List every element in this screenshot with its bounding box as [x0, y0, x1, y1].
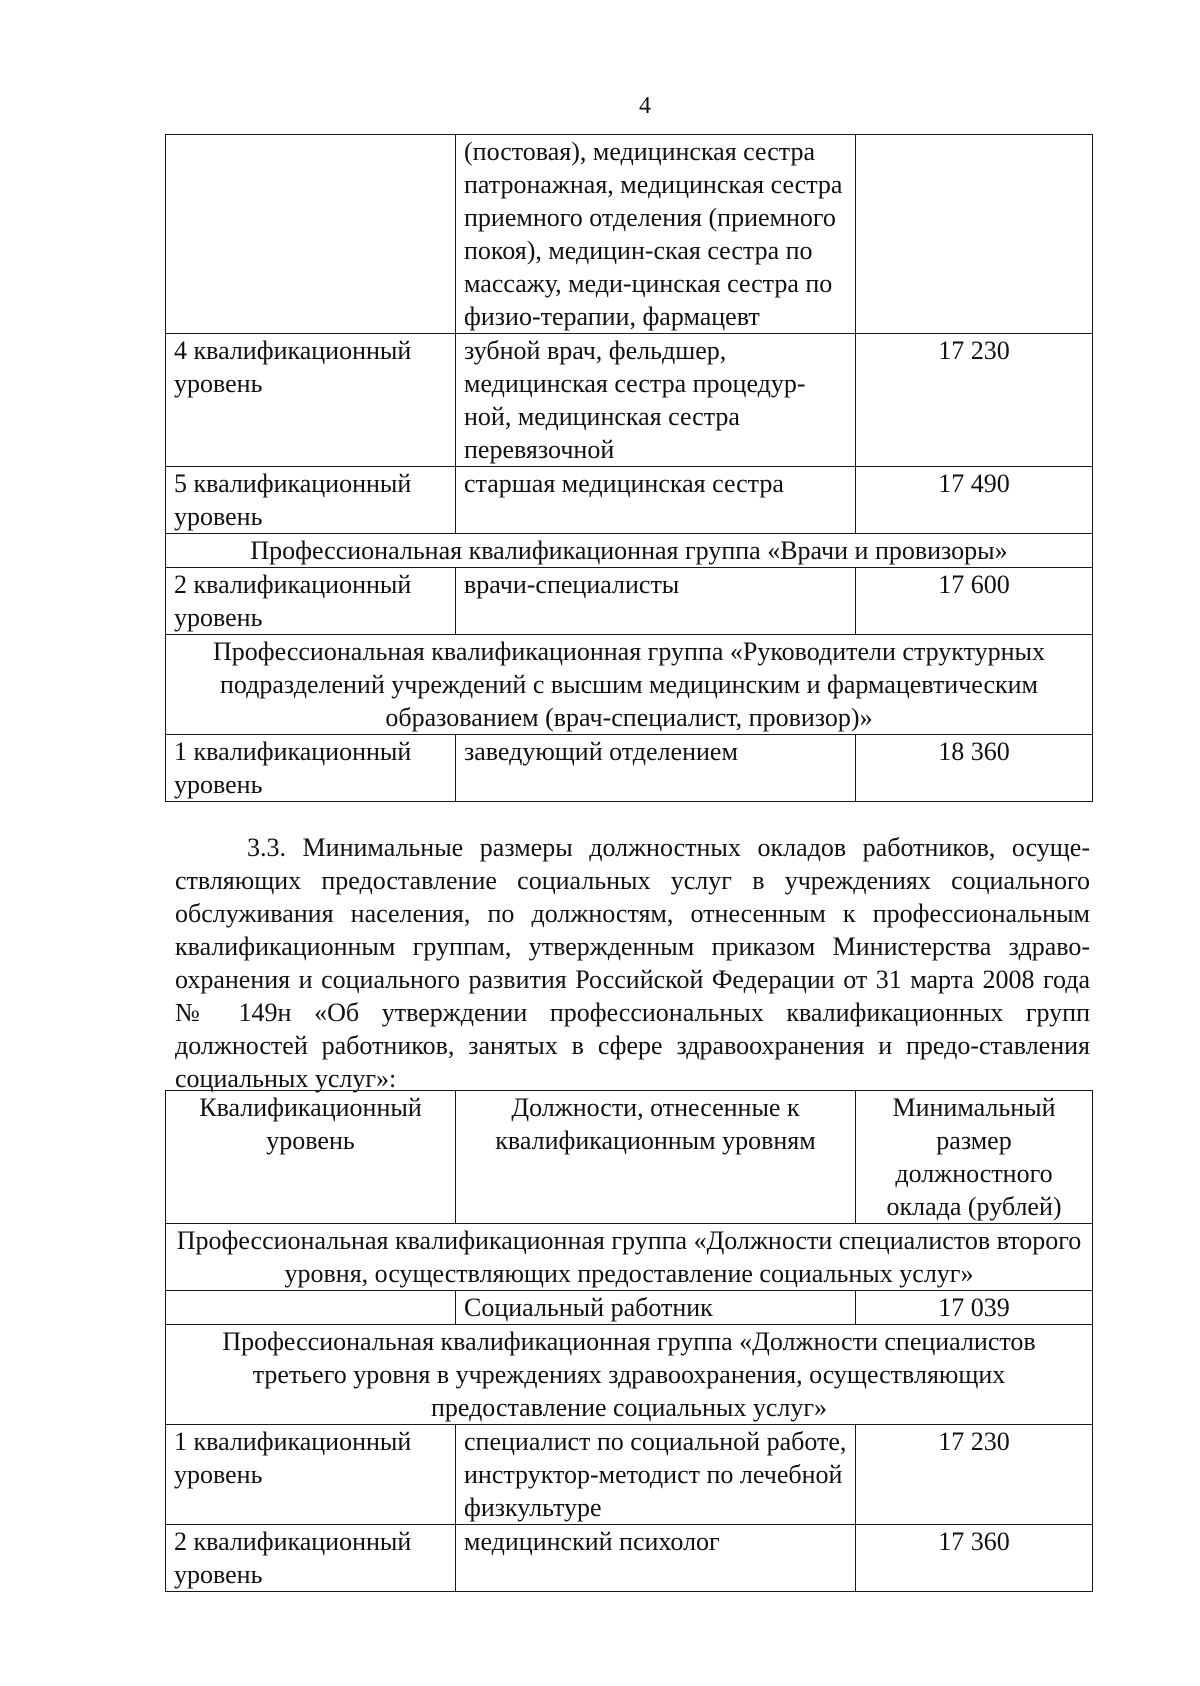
positions-cell: зубной врач, фельдшер, медицинская сестра процедур-ной, медицинская сестра перевязочной — [456, 334, 856, 467]
table-row — [166, 467, 1093, 534]
salary-table-medical — [165, 134, 1093, 802]
level-cell: 1 квалификационный уровень — [166, 1425, 456, 1525]
group-header-row — [166, 635, 1093, 735]
level-cell: 1 квалификационный уровень — [166, 735, 456, 802]
salary-header: Минимальный размер должностного оклада (рублей) — [856, 1091, 1093, 1224]
group-header-row — [166, 534, 1093, 568]
positions-header: Должности, отнесенные к квалификационным уровням — [456, 1091, 856, 1224]
group-title: Профессиональная квалификационная группа «Должности специалистов второго уровня, осуществляющих предоставление социальных услуг» — [166, 1224, 1093, 1291]
table-row — [166, 135, 1093, 334]
group-title: Профессиональная квалификационная группа «Врачи и провизоры» — [166, 534, 1093, 568]
salary-cell: 17 360 — [856, 1525, 1093, 1592]
salary-cell — [856, 135, 1093, 334]
level-cell — [166, 135, 456, 334]
salary-cell: 17 230 — [856, 1425, 1093, 1525]
salary-cell: 18 360 — [856, 735, 1093, 802]
table-row — [166, 1525, 1093, 1592]
salary-cell: 17 490 — [856, 467, 1093, 534]
table-row — [166, 334, 1093, 467]
positions-cell: Социальный работник — [456, 1291, 856, 1325]
salary-cell: 17 230 — [856, 334, 1093, 467]
positions-cell: специалист по социальной работе, инструктор-методист по лечебной физкультуре — [456, 1425, 856, 1525]
level-cell — [166, 1291, 456, 1325]
group-title: Профессиональная квалификационная группа «Должности специалистов третьего уровня в учреждениях здравоохранения, осуществляющих предоставление социальных услуг» — [166, 1325, 1093, 1425]
level-cell: 2 квалификационный уровень — [166, 568, 456, 635]
table-row — [166, 735, 1093, 802]
level-cell: 4 квалификационный уровень — [166, 334, 456, 467]
positions-cell: старшая медицинская сестра — [456, 467, 856, 534]
positions-cell: врачи-специалисты — [456, 568, 856, 635]
positions-cell: медицинский психолог — [456, 1525, 856, 1592]
positions-cell: (постовая), медицинская сестра патронажная, медицинская сестра приемного отделения (приемного покоя), медицин-ская сестра по массажу, меди-цинская сестра по физио-терапии, фармацевт — [456, 135, 856, 334]
salary-cell: 17 039 — [856, 1291, 1093, 1325]
table-row — [166, 1291, 1093, 1325]
level-header: Квалификационный уровень — [166, 1091, 456, 1224]
level-cell: 2 квалификационный уровень — [166, 1525, 456, 1592]
table-row — [166, 568, 1093, 635]
page-number: 4 — [639, 93, 651, 119]
level-cell: 5 квалификационный уровень — [166, 467, 456, 534]
salary-cell: 17 600 — [856, 568, 1093, 635]
group-header-row — [166, 1325, 1093, 1425]
group-title: Профессиональная квалификационная группа «Руководители структурных подразделений учреждений с высшим медицинским и фармацевтическим образованием (врач-специалист, провизор)» — [166, 635, 1093, 735]
section-3-3-paragraph: 3.3. Минимальные размеры должностных окладов работников, осуще-ствляющих предоставление социальных услуг в учреждениях социального обслуживания населения, по должностям, отнесенным к профессиональным квалификационным группам, утвержденным приказом Министерства здраво-охранения и социального развития Российской Федерации от 31 марта 2008 года № 149н «Об утверждении профессиональных квалификационных групп должностей работников, занятых в сфере здравоохранения и предо-ставления социальных услуг»: — [175, 833, 1090, 1093]
table-row — [166, 1425, 1093, 1525]
group-header-row — [166, 1224, 1093, 1291]
salary-table-social — [165, 1090, 1093, 1592]
table-header-row — [166, 1091, 1093, 1224]
positions-cell: заведующий отделением — [456, 735, 856, 802]
